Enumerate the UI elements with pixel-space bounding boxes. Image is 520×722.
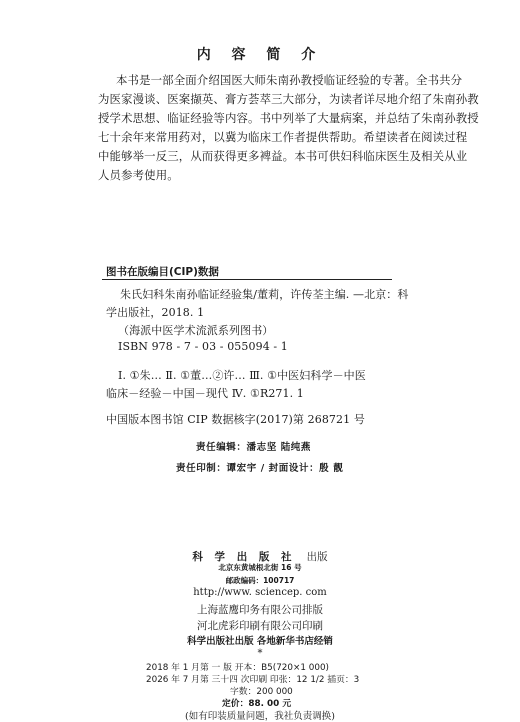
responsible-print-cover: 责任印制：谭宏宇 / 封面设计：殷 靓 bbox=[176, 463, 344, 474]
printer: 河北虎彩印刷有限公司印刷 bbox=[197, 620, 323, 632]
cip-record: 中国版本图书馆 CIP 数据核字(2017)第 268721 号 bbox=[106, 413, 365, 426]
publisher-suffix: 出版 bbox=[306, 551, 328, 563]
publisher-address: 北京东黄城根北街 16 号 bbox=[218, 563, 302, 572]
cip-classification: 临床－经验－中国－现代 Ⅳ. ①R271. 1 bbox=[106, 387, 304, 400]
cip-classification: Ⅰ. ①朱… Ⅱ. ①董…②许… Ⅲ. ①中医妇科学－中医 bbox=[118, 369, 366, 382]
separator-star: * bbox=[257, 648, 263, 659]
price: 定价：88. 00 元 bbox=[222, 699, 292, 709]
cip-isbn: ISBN 978 - 7 - 03 - 055094 - 1 bbox=[118, 340, 288, 353]
summary-line: 本书是一部全面介绍国医大师朱南孙教授临证经验的专著。全书共分 bbox=[116, 73, 463, 87]
summary-title: 内 容 简 介 bbox=[196, 47, 324, 63]
edition-line: 2018 年 1 月第 一 版 开本：B5(720×1 000) bbox=[146, 663, 329, 673]
cip-line: （海派中医学术流派系列图书） bbox=[118, 324, 274, 337]
quality-notice: (如有印装质量问题，我社负责调换) bbox=[185, 711, 335, 722]
cip-line: 朱氏妇科朱南孙临证经验集/董莉，许传荃主编. —北京：科 bbox=[120, 288, 409, 301]
summary-line: 授学术思想、临证经验等内容。书中列举了大量病案，并总结了朱南孙教授 bbox=[98, 111, 479, 125]
publisher-website: http://www. sciencep. com bbox=[193, 587, 327, 598]
printing-line: 2026 年 7 月第 三十四 次印刷 印张：12 1/2 插页：3 bbox=[146, 675, 360, 685]
cip-line: 学出版社，2018. 1 bbox=[106, 306, 205, 319]
summary-line: 七十余年来常用药对，以冀为临床工作者提供帮助。希望读者在阅读过程 bbox=[98, 130, 468, 144]
typesetter: 上海蓝鹰印务有限公司排版 bbox=[197, 604, 323, 616]
cip-divider bbox=[102, 279, 392, 280]
summary-line: 人员参考使用。 bbox=[98, 168, 179, 182]
summary-line: 中能够举一反三，从而获得更多裨益。本书可供妇科临床医生及相关从业 bbox=[98, 149, 468, 163]
summary-line: 为医家漫谈、医案撷英、膏方荟萃三大部分，为读者详尽地介绍了朱南孙教 bbox=[98, 92, 479, 106]
word-count: 字数：200 000 bbox=[230, 687, 293, 697]
publisher-name: 科 学 出 版 社 bbox=[192, 551, 296, 563]
publisher-postcode: 邮政编码：100717 bbox=[225, 576, 295, 585]
distributor: 科学出版社出版 各地新华书店经销 bbox=[187, 636, 333, 647]
cip-title: 图书在版编目(CIP)数据 bbox=[106, 266, 219, 278]
responsible-editors: 责任编辑：潘志坚 陆纯燕 bbox=[196, 442, 312, 453]
